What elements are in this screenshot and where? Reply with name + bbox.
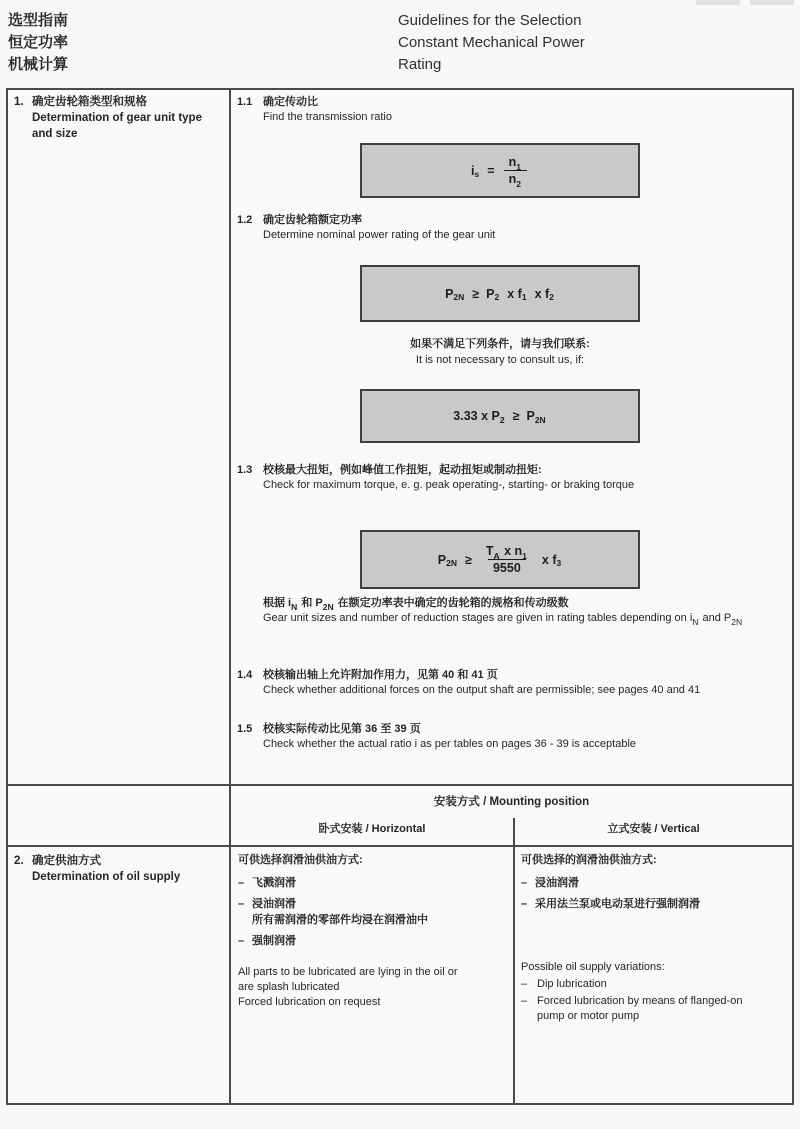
- consult-note-en: It is not necessary to consult us, if:: [415, 354, 585, 366]
- oil-v-bullet-1: – 浸油润滑: [521, 877, 579, 889]
- step-1-1-en: Find the transmission ratio: [263, 111, 392, 123]
- dash-icon: –: [238, 935, 245, 947]
- section1-label-en: Determination of gear unit type and size: [32, 112, 202, 140]
- step-1-5-number: 1.5: [237, 723, 253, 735]
- section2-label-en: Determination of oil supply: [32, 871, 181, 883]
- mounting-horizontal-header: 卧式安装 / Horizontal: [318, 823, 426, 835]
- oil-h-english: All parts to be lubricated are lying in the oil or are splash lubricated Forced lubrication on request: [238, 966, 458, 1008]
- step-1-2-cn: 确定齿轮箱额定功率: [263, 214, 362, 226]
- rating-table-note-en: Gear unit sizes and number of reduction stages are given in rating tables depending on $i_N$ and $P_{2N}$: [263, 612, 743, 627]
- title-en-line1: Guidelines for the Selection: [398, 12, 582, 29]
- dash-icon: –: [521, 978, 528, 990]
- consult-note-cn: 如果不满足下列条件，请与我们联系:: [410, 338, 590, 350]
- step-1-1-number: 1.1: [237, 96, 253, 108]
- step-1-1: [237, 95, 777, 125]
- geq-sign: ≥: [472, 286, 480, 301]
- section1-label-cn: 确定齿轮箱类型和规格: [32, 96, 147, 108]
- rating-table-note-cn: 根据 $i_N$ 和 $P_{2N}$ 在额定功率表中确定的齿轮箱的规格和传动级数: [263, 597, 569, 612]
- step-1-4-en: Check whether additional forces on the output shaft are permissible; see pages 40 and 41: [263, 684, 701, 696]
- mounting-vertical-header: 立式安装 / Vertical: [607, 823, 700, 835]
- dash-icon: –: [238, 898, 245, 910]
- step-1-4-cn: 校核输出轴上允许附加作用力，见第 40 和 41 页: [263, 669, 498, 681]
- oil-supply-horizontal-cell: [238, 853, 506, 1010]
- rating-table-note: [263, 596, 793, 626]
- cropped-logo-mark: [696, 0, 794, 5]
- step-1-3-number: 1.3: [237, 464, 253, 476]
- geq-sign: ≥: [464, 552, 472, 567]
- step-1-3: [237, 463, 777, 493]
- oil-h-bullet-2-note: 所有需润滑的零部件均浸在润滑油中: [252, 914, 428, 926]
- oil-v-intro: 可供选择的润滑油供油方式:: [521, 854, 657, 866]
- section2-label-cell: [14, 853, 220, 885]
- oil-supply-vertical-cell: [521, 853, 785, 1024]
- fraction-n1-n2: $\frac{n_1}{n_2}$: [504, 155, 527, 186]
- formula1-lhs: i: [471, 163, 475, 178]
- oil-v-en-intro: Possible oil supply variations:: [521, 961, 665, 973]
- oil-v-en-bullet-1: – Dip lubrication: [521, 978, 607, 990]
- step-1-2-number: 1.2: [237, 214, 253, 226]
- oil-v-en-bullet-2: – Forced lubrication by means of flanged-on pump or motor pump: [521, 995, 743, 1022]
- oil-h-bullet-3: – 强制润滑: [238, 935, 296, 947]
- section1-label-cell: [14, 94, 220, 142]
- dash-icon: –: [521, 995, 528, 1007]
- section1-number: 1.: [14, 96, 24, 108]
- step-1-5: [237, 722, 777, 752]
- title-cn-line2: 恒定功率: [8, 34, 69, 51]
- title-cn-line1: 选型指南: [8, 12, 69, 29]
- oil-v-english: [521, 960, 785, 1024]
- dash-icon: –: [521, 898, 528, 910]
- formula-nominal-power: P 2N ≥ P 2 x f 1 x f 2: [360, 265, 640, 322]
- fraction-torque: $\frac{T_A x n_1}{9550}$: [485, 544, 527, 575]
- oil-h-bullet-2: – 浸油润滑: [238, 898, 296, 910]
- section2-label-cn: 确定供油方式: [32, 855, 101, 867]
- formula-transmission-ratio: i s = $\frac{n_1}{n_2}$: [360, 143, 640, 198]
- oil-v-bullet-2: – 采用法兰泵或电动泵进行强制润滑: [521, 898, 700, 910]
- step-1-4: [237, 668, 777, 698]
- divider-label-column: [229, 90, 231, 1103]
- equals-sign: =: [487, 163, 495, 178]
- dash-icon: –: [521, 877, 528, 889]
- step-1-2: [237, 213, 777, 243]
- geq-sign: ≥: [512, 409, 520, 423]
- page-title-en: [398, 10, 585, 76]
- step-1-3-en: Check for maximum torque, e. g. peak operating-, starting- or braking torque: [263, 479, 635, 491]
- selection-guide-table: [6, 88, 794, 1105]
- formula-max-torque: P 2N ≥ $\frac{T_A x n_1}{9550}$ x f 3: [360, 530, 640, 589]
- step-1-5-en: Check whether the actual ratio i as per tables on pages 36 - 39 is acceptable: [263, 738, 637, 750]
- consult-note: [330, 336, 670, 368]
- mounting-position-header: 安装方式 / Mounting position: [433, 796, 590, 808]
- title-en-line3: Rating: [398, 56, 442, 73]
- dash-icon: –: [238, 877, 245, 889]
- title-en-line2: Constant Mechanical Power: [398, 34, 585, 51]
- step-1-4-number: 1.4: [237, 669, 253, 681]
- formula-consult-condition: 3.33 x P 2 ≥ P 2N: [360, 389, 640, 443]
- divider-section1-mounting: [8, 784, 792, 786]
- page-title-cn: [8, 10, 68, 76]
- divider-horizontal-vertical: [513, 818, 515, 1103]
- title-cn-line3: 机械计算: [8, 56, 69, 73]
- step-1-1-cn: 确定传动比: [263, 96, 318, 108]
- step-1-2-en: Determine nominal power rating of the gear unit: [263, 229, 496, 241]
- oil-h-bullet-1: – 飞溅润滑: [238, 877, 296, 889]
- step-1-3-cn: 校核最大扭矩，例如峰值工作扭矩，起动扭矩或制动扭矩:: [263, 464, 542, 476]
- oil-h-intro: 可供选择润滑油供油方式:: [238, 854, 363, 866]
- section2-number: 2.: [14, 855, 24, 867]
- divider-mounting-section2: [8, 845, 792, 847]
- step-1-5-cn: 校核实际传动比见第 36 至 39 页: [263, 723, 421, 735]
